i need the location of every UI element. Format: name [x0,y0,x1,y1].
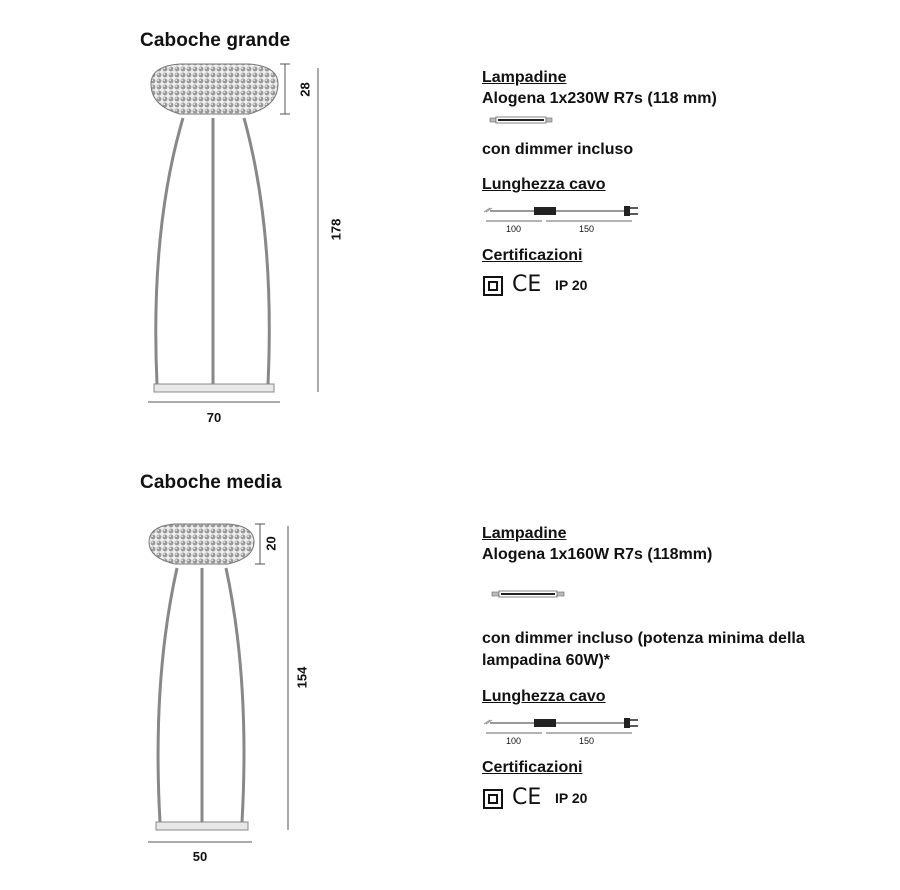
bulb-icon-media [492,589,564,599]
ce-mark-grande: CE [512,272,542,297]
cable-length-a-grande: 100 [506,224,522,234]
dim-shade-height-media: 20 [263,536,279,551]
ce-mark-media: CE [512,785,542,810]
dimmer-text-media-line1: con dimmer incluso (potenza minima della [482,630,805,647]
ip-rating-media: IP 20 [555,790,588,806]
cable-label-media: Lunghezza cavo [482,688,606,705]
dim-shade-height-grande: 28 [297,82,313,97]
cable-length-b-grande: 150 [579,224,595,234]
dim-total-height-media: 154 [294,666,310,689]
bulb-label-media: Lampadine [482,525,567,542]
dimmer-text-media-line2: lampadina 60W)* [482,652,611,669]
dimmer-text-grande: con dimmer incluso [482,141,634,158]
bulb-text-media: Alogena 1x160W R7s (118mm) [482,546,713,563]
dim-width-grande: 70 [206,410,222,425]
cable-length-a-media: 100 [506,736,522,746]
bulb-text-grande: Alogena 1x230W R7s (118 mm) [482,90,717,107]
section-title-media: Caboche media [140,472,282,493]
cable-length-b-media: 150 [579,736,595,746]
cable-label-grande: Lunghezza cavo [482,176,606,193]
cert-label-grande: Certificazioni [482,247,583,264]
section-title-grande: Caboche grande [140,30,291,51]
double-insulation-icon-media [483,789,503,809]
bulb-label-grande: Lampadine [482,69,567,86]
dim-total-height-grande: 178 [328,218,344,241]
dim-width-media: 50 [192,849,208,864]
ip-rating-grande: IP 20 [555,277,588,293]
cert-label-media: Certificazioni [482,759,583,776]
cable-diagram-media [484,712,644,736]
